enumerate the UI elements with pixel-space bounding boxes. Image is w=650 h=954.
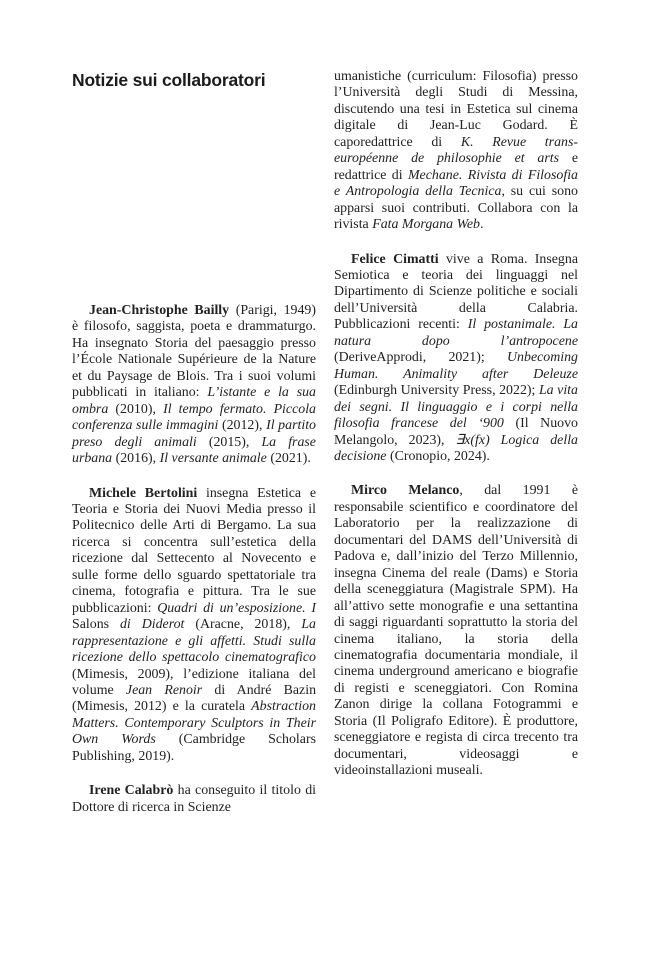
bio-text: insegna Estetica e Teoria e Storia dei Nuovi Media presso il Politecnico delle Arti di Bergamo. La sua ricerca si concentra sull’estetica della ricezione dal Settecento al Novecento e sulle forme dello sguardo spettatoriale tra cinema, fotografia e pittura. Tra le sue pubblicazioni: bbox=[72, 485, 316, 616]
page-heading: Notizie sui collaboratori bbox=[72, 70, 266, 90]
bio-text: vive a Roma. Insegna Semiotica e teoria dei linguaggi nel Dipartimento di Scienze politiche e sociali dell’Università della Calabria. Pubblicazioni recenti: bbox=[334, 251, 578, 333]
bio-text: . bbox=[479, 217, 484, 233]
bio-text: , su cui sono apparsi suoi contributi. Collabora con la rivista bbox=[334, 184, 578, 233]
work-title: Fata Morgana Web bbox=[372, 217, 480, 233]
bio-text: (2012), bbox=[218, 418, 267, 434]
bio-calabro-continued bbox=[334, 69, 578, 234]
author-name: Mirco Melanco bbox=[351, 483, 460, 499]
work-title: Il postanimale. La natura dopo l’antropocene bbox=[334, 317, 578, 349]
left-column bbox=[72, 303, 316, 834]
work-title: Abstraction Matters. Contemporary Sculptors in Their Own Words bbox=[72, 699, 316, 748]
work-title: ∃x(fx) Logica della decisione bbox=[334, 432, 579, 464]
bio-text: di André Bazin (Mimesis, 2012) e la curatela bbox=[72, 682, 317, 715]
bio-text: e redattrice di bbox=[334, 151, 578, 183]
work-title: Il partito preso degli animali bbox=[72, 418, 317, 450]
work-title: La frase urbana bbox=[72, 434, 316, 467]
author-name: Felice Cimatti bbox=[351, 251, 439, 267]
bio-text: , dal 1991 è responsabile scientifico e coordinatore del Laboratorio per la realizzazione di documentari del DAMS dell’Università di Padova e, dall’inizio del Terzo Millennio, insegna Cinema del reale (Dams) e Storia della sceneggiatura (Magistrale SPM). Ha all’attivo sette monografie e una settantina di saggi riguardanti soprattutto la storia del cinema italiano, la storia della cinematografia documentaria mondiale, il cinema underground americano e biografie di registi e sceneggiatori. Con Romina Zanon dirige la collana Fotogrammi e Storia (Il Poligrafo Editore). È produttore, sceneggiatore e regista di circa trecento tra documentari, videosaggi e videoinstallazioni museali. bbox=[334, 483, 578, 779]
bio-text: (Cronopio, 2024). bbox=[386, 448, 490, 464]
bio-melanco bbox=[334, 483, 578, 779]
bio-calabro bbox=[72, 783, 316, 816]
bio-text: (Il Nuovo Melangolo, 2023), bbox=[334, 416, 578, 448]
work-title: Quadri di un’esposizione. I bbox=[157, 600, 316, 616]
bio-text: Salons bbox=[72, 617, 120, 633]
bio-text: (Mimesis, 2009), l’edizione italiana del volume bbox=[72, 666, 316, 698]
bio-text: (2016), bbox=[112, 451, 160, 467]
author-name: Irene Calabrò bbox=[89, 783, 174, 799]
bio-text: umanistiche (curriculum: Filosofia) presso l’Università degli Studi di Messina, discutendo una tesi in Estetica sul cinema digitale di Jean-Luc Godard. È caporedattrice di bbox=[334, 69, 578, 150]
bio-text: (DeriveApprodi, 2021); bbox=[334, 350, 508, 366]
work-title: Unbecoming Human. Animality after Deleuze bbox=[334, 350, 578, 382]
bio-text: (Parigi, 1949) è filosofo, saggista, poeta e drammaturgo. Ha insegnato Storia del paesaggio presso l’École Nationale Supérieure de la Nature et du Paysage de Blois. Tra i suoi volumi pubblicati in italiano: bbox=[72, 303, 316, 401]
bio-text: (Aracne, 2018), bbox=[184, 617, 302, 633]
bio-cimatti bbox=[334, 252, 578, 466]
bio-bailly bbox=[72, 303, 316, 468]
work-title: La rappresentazione e gli affetti. Studi sulla ricezione dello spettacolo cinematografico bbox=[72, 617, 316, 666]
author-name: Jean-Christophe Bailly bbox=[89, 303, 230, 318]
bio-text: (Edinburgh University Press, 2022); bbox=[334, 383, 539, 399]
bio-text: (2010), bbox=[108, 401, 164, 417]
bio-text: (2015), bbox=[196, 434, 262, 450]
right-column bbox=[334, 69, 578, 798]
author-name: Michele Bertolini bbox=[89, 485, 198, 501]
work-title: di Diderot bbox=[119, 617, 185, 633]
work-title: L’istante e la sua ombra bbox=[72, 385, 317, 417]
work-title: Il versante animale bbox=[159, 451, 267, 467]
work-title: Mechane. Rivista di Filosofia e Antropologia della Tecnica bbox=[334, 167, 579, 200]
bio-bertolini bbox=[72, 486, 316, 766]
bio-text: (2021). bbox=[266, 451, 311, 467]
bio-text: (Cambridge Scholars Publishing, 2019). bbox=[72, 732, 316, 764]
work-title: Jean Renoir bbox=[125, 682, 203, 698]
bio-text: ha conseguito il titolo di Dottore di ricerca in Scienze bbox=[72, 783, 316, 815]
work-title: K. Revue trans-européenne de philosophie et arts bbox=[334, 134, 578, 167]
work-title: La vita dei segni. Il linguaggio e i corpi nella filosofia francese del ‘900 bbox=[334, 383, 578, 432]
work-title: Il tempo fermato. Piccola conferenza sulle immagini bbox=[72, 401, 316, 434]
